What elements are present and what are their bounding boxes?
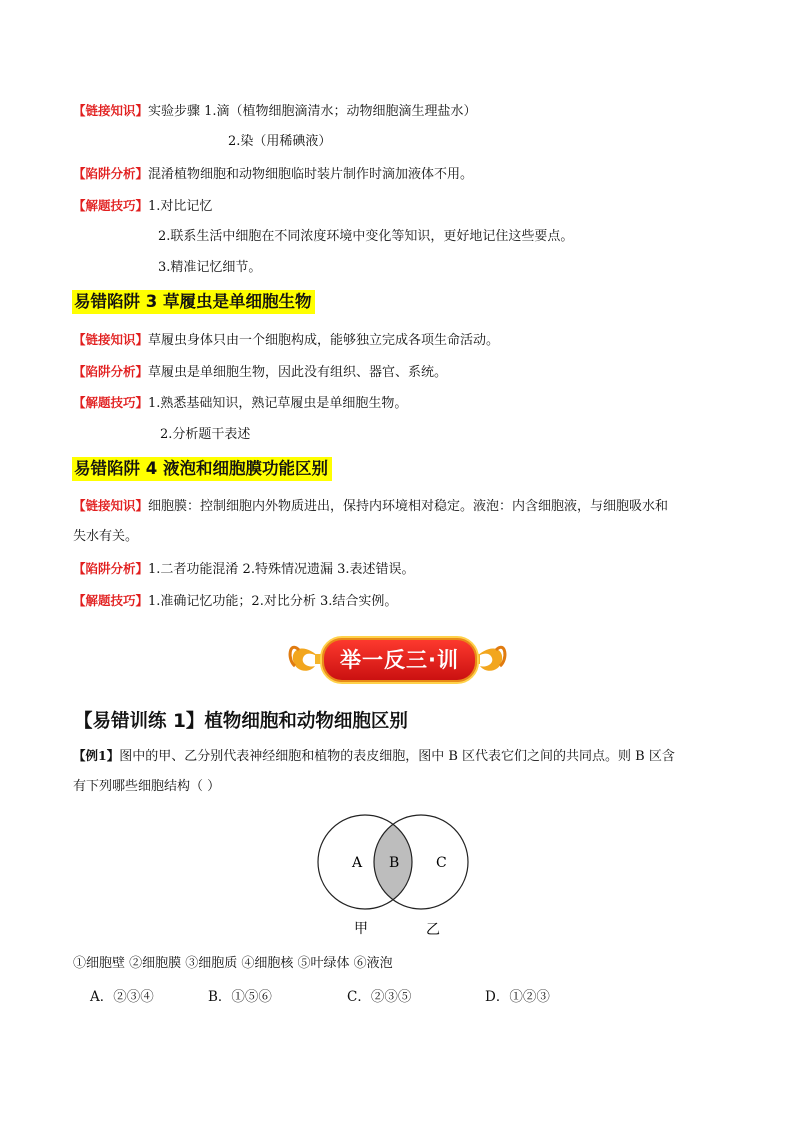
text: 1.准确记忆功能；2.对比分析 3.结合实例。 bbox=[148, 594, 398, 609]
line-continuation: 失水有关。 bbox=[73, 529, 139, 544]
line-link-knowledge-1 bbox=[73, 103, 477, 120]
heading-trap-4: 易错陷阱 4 液泡和细胞膜功能区别 bbox=[72, 457, 332, 481]
line-trap-analysis-1 bbox=[73, 166, 473, 183]
venn-caption-right: 乙 bbox=[426, 922, 440, 938]
tag-trap-analysis: 【陷阱分析】 bbox=[73, 561, 149, 576]
section-banner bbox=[285, 630, 510, 688]
line-solving-tips-1 bbox=[73, 198, 212, 215]
tag-solving-tips: 【解题技巧】 bbox=[73, 198, 149, 213]
line-tip-3: 3.精准记忆细节。 bbox=[158, 260, 262, 275]
example-tag: 【例1】 bbox=[73, 748, 120, 763]
tag-link-knowledge: 【链接知识】 bbox=[73, 103, 149, 118]
line-link-knowledge-3 bbox=[73, 332, 499, 349]
text: 1.二者功能混淆 2.特殊情况遗漏 3.表述错误。 bbox=[148, 562, 415, 577]
venn-caption-left: 甲 bbox=[354, 921, 368, 937]
option-c[interactable]: C．②③⑤ bbox=[347, 989, 412, 1005]
text: 图中的甲、乙分别代表神经细胞和植物的表皮细胞，图中 B 区代表它们之间的共同点。则 B 区含 bbox=[119, 749, 675, 764]
line-stain: 2.染（用稀碘液） bbox=[228, 134, 332, 149]
heading-trap-3: 易错陷阱 3 草履虫是单细胞生物 bbox=[72, 290, 315, 314]
venn-label-c: C bbox=[436, 855, 447, 871]
text: 实验步骤 1.滴（植物细胞滴清水；动物细胞滴生理盐水） bbox=[148, 104, 477, 119]
text: 草履虫是单细胞生物，因此没有组织、器官、系统。 bbox=[148, 365, 448, 380]
line-link-knowledge-4 bbox=[73, 498, 668, 515]
line-trap-analysis-4 bbox=[73, 561, 415, 578]
training-heading: 【易错训练 1】植物细胞和动物细胞区别 bbox=[74, 711, 408, 732]
option-a[interactable]: A．②③④ bbox=[90, 989, 154, 1005]
tag-solving-tips: 【解题技巧】 bbox=[73, 395, 149, 410]
line-tip-analyze: 2.分析题干表述 bbox=[160, 427, 251, 442]
question-line-1 bbox=[73, 748, 675, 765]
text: 细胞膜：控制细胞内外物质进出，保持内环境相对稳定。液泡：内含细胞液，与细胞吸水和 bbox=[148, 499, 669, 514]
tag-link-knowledge: 【链接知识】 bbox=[73, 332, 149, 347]
option-b[interactable]: B．①⑤⑥ bbox=[208, 989, 272, 1005]
text: 1.熟悉基础知识，熟记草履虫是单细胞生物。 bbox=[148, 396, 408, 411]
tag-solving-tips: 【解题技巧】 bbox=[73, 593, 149, 608]
line-tip-2: 2.联系生活中细胞在不同浓度环境中变化等知识，更好地记住这些要点。 bbox=[158, 229, 574, 244]
tag-link-knowledge: 【链接知识】 bbox=[73, 498, 149, 513]
structures-list: ①细胞壁 ②细胞膜 ③细胞质 ④细胞核 ⑤叶绿体 ⑥液泡 bbox=[73, 956, 393, 971]
line-trap-analysis-3 bbox=[73, 364, 447, 381]
text: 1.对比记忆 bbox=[148, 199, 213, 214]
question-line-2: 有下列哪些细胞结构（ ） bbox=[73, 779, 221, 794]
option-d[interactable]: D．①②③ bbox=[485, 989, 550, 1005]
text: 混淆植物细胞和动物细胞临时装片制作时滴加液体不用。 bbox=[148, 167, 474, 182]
venn-label-a: A bbox=[352, 855, 363, 871]
line-solving-tips-3 bbox=[73, 395, 407, 412]
line-solving-tips-4 bbox=[73, 593, 397, 610]
tag-trap-analysis: 【陷阱分析】 bbox=[73, 364, 149, 379]
venn-diagram bbox=[300, 808, 490, 938]
banner-title: 举一反三·训 bbox=[320, 636, 479, 684]
venn-label-b: B bbox=[389, 855, 400, 871]
tag-trap-analysis: 【陷阱分析】 bbox=[73, 166, 149, 181]
text: 草履虫身体只由一个细胞构成，能够独立完成各项生命活动。 bbox=[148, 333, 500, 348]
